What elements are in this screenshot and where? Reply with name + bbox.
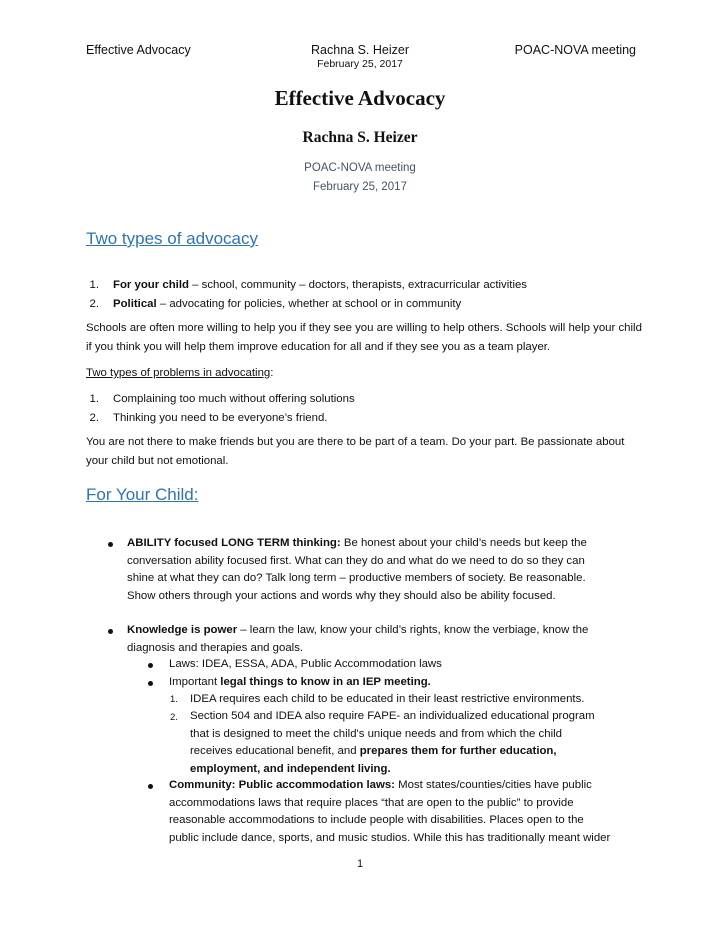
section-504-bold: employment, and independent living.	[190, 762, 391, 775]
list-item-text: Thinking you need to be everyone’s friend.	[113, 412, 328, 424]
community-item	[169, 777, 649, 847]
knowledge-paragraph	[127, 622, 647, 657]
list-item-bold: Political	[113, 298, 157, 310]
list-item	[86, 295, 646, 314]
sub-list-number: 1.	[170, 694, 178, 705]
section-504-line: Section 504 and IDEA also require FAPE- an individualized educational program	[190, 710, 595, 722]
section-504-line: that is designed to meet the child's unique needs and from which the child	[190, 727, 562, 740]
list-item-text: – school, community – doctors, therapists, extracurricular activities	[188, 279, 528, 291]
page-number: 1	[356, 858, 364, 870]
laws-item: Laws: IDEA, ESSA, ADA, Public Accommodation laws	[169, 658, 442, 670]
problems-label-text: Two types of problems in advocating	[86, 367, 271, 379]
list-item-bold: For your child	[113, 279, 189, 291]
bullet-icon	[148, 681, 153, 686]
header-left: Effective Advocacy	[86, 43, 191, 57]
list-item	[86, 276, 646, 295]
list-number: 2.	[89, 412, 99, 424]
section-504-bold: prepares them for further education,	[359, 745, 557, 757]
idea-item: IDEA requires each child to be educated in their least restrictive environments.	[190, 693, 585, 705]
important-bold: legal things to know in an IEP meeting.	[220, 676, 431, 688]
ability-line: conversation ability focused first. What can they do and what do we need to do so they can	[127, 554, 585, 567]
important-prefix: Important	[169, 676, 221, 688]
community-line: Most states/counties/cities have public	[394, 779, 592, 791]
community-line: reasonable accommodations to include people with disabilities. Places open to the	[169, 814, 584, 826]
section-heading-advocacy-types: Two types of advocacy	[86, 229, 258, 248]
problems-label	[86, 364, 646, 383]
ability-line: Show others through your actions and words why they should also be ability focused.	[127, 589, 556, 602]
bullet-icon	[148, 663, 153, 668]
important-item	[169, 674, 649, 692]
meeting-date: February 25, 2017	[313, 181, 407, 193]
meeting-name: POAC-NOVA meeting	[304, 162, 416, 174]
knowledge-line: – learn the law, know your child’s rights, know the verbiage, know the	[237, 624, 589, 636]
list-item-text: Complaining too much without offering solutions	[113, 393, 355, 405]
author-name: Rachna S. Heizer	[302, 129, 418, 146]
ability-bold: ABILITY focused LONG TERM thinking:	[127, 537, 341, 549]
community-bold: Community: Public accommodation laws:	[169, 779, 395, 791]
paragraph-schools: Schools are often more willing to help you if they see you are willing to help others. Schools will help your child if you think you will help them improve education for all and if they see you as a team player.	[86, 322, 642, 353]
document-title: Effective Advocacy	[274, 86, 446, 110]
section-504-item	[190, 708, 650, 778]
list-item	[86, 409, 646, 428]
bullet-icon	[108, 542, 113, 547]
community-line: public include dance, sports, and music studios. While this has traditionally meant wider	[169, 831, 611, 844]
advocacy-types-list	[86, 276, 646, 314]
knowledge-bold: Knowledge is power	[127, 624, 238, 636]
header-center: Rachna S. Heizer	[311, 43, 409, 57]
problems-list	[86, 390, 646, 428]
list-item-text: – advocating for policies, whether at school or in community	[156, 298, 462, 310]
bullet-icon	[108, 629, 113, 634]
ability-paragraph	[127, 535, 647, 605]
knowledge-line: diagnosis and therapies and goals.	[127, 641, 304, 654]
paragraph-team: You are not there to make friends but you are there to be part of a team. Do your part. Be passionate about your child but not emotional.	[86, 436, 625, 467]
ability-line: shine at what they can do? Talk long term – productive members of society. Be reasonable.	[127, 572, 586, 584]
list-item	[86, 390, 646, 409]
bullet-icon	[148, 784, 153, 789]
list-number: 1.	[89, 393, 99, 405]
ability-line: Be honest about your child’s needs but keep the	[340, 537, 587, 549]
list-number: 1.	[89, 279, 99, 291]
header-right: POAC-NOVA meeting	[514, 43, 636, 57]
header-date: February 25, 2017	[317, 58, 403, 70]
list-number: 2.	[89, 298, 99, 310]
sub-list-number: 2.	[170, 712, 178, 723]
community-line: accommodations laws that require places “that are open to the public” to provide	[169, 796, 574, 809]
section-heading-for-your-child: For Your Child:	[86, 485, 199, 504]
problems-label-colon: :	[270, 367, 274, 379]
section-504-line: receives educational benefit, and	[190, 745, 360, 757]
